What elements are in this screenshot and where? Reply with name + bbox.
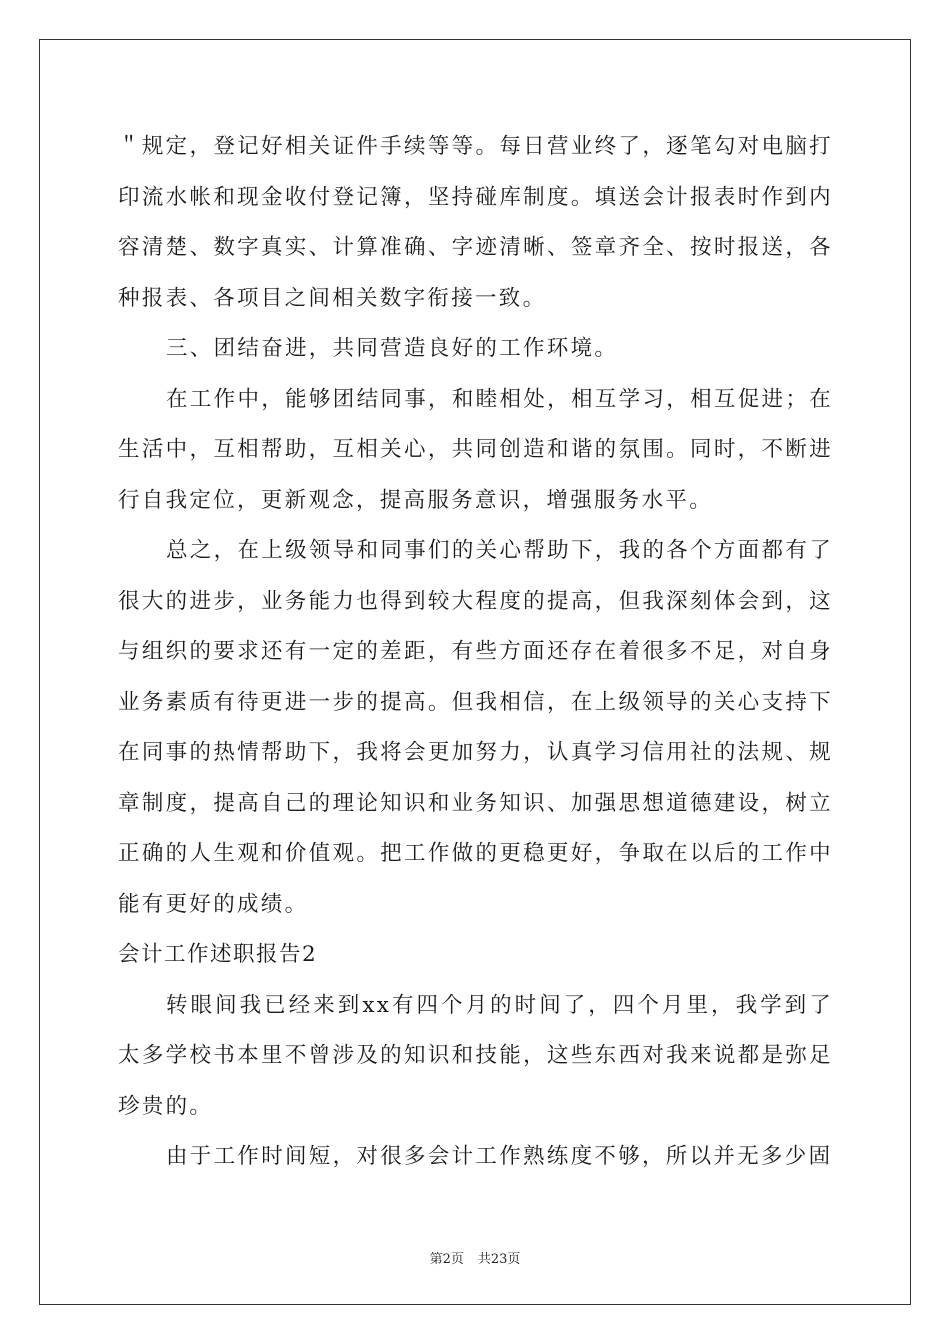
paragraph-intro: 转眼间我已经来到xx有四个月的时间了，四个月里，我学到了太多学校书本里不曾涉及的知识和技能，这些东西对我来说都是弥足珍贵的。 [118, 992, 833, 1119]
paragraph-summary: 总之，在上级领导和同事们的关心帮助下，我的各个方面都有了很大的进步，业务能力也得到较大程度的提高，但我深刻体会到，这与组织的要求还有一定的差距，有些方面还存在着很多不足，对自身业务素质有待更进一步的提高。但我相信，在上级领导的关心支持下在同事的热情帮助下，我将会更加努力，认真学习信用社的法规、规章制度，提高自己的理论知识和业务知识、加强思想道德建设，树立正确的人生观和价值观。把工作做的更稳更好，争取在以后的工作中能有更好的成绩。 [118, 538, 833, 917]
section-heading-three: 三、团结奋进，共同营造良好的工作环境。 [166, 336, 619, 361]
report-title: 会计工作述职报告2 [118, 942, 318, 967]
current-page-number: 第2页 [429, 1252, 464, 1267]
page-footer [0, 1248, 950, 1267]
document-body [118, 122, 833, 1183]
paragraph-partial: 由于工作时间短，对很多会计工作熟练度不够，所以并无多少固 [166, 1144, 833, 1169]
total-page-count: 共23页 [477, 1252, 521, 1267]
paragraph-teamwork: 在工作中，能够团结同事，和睦相处，相互学习，相互促进；在生活中，互相帮助，互相关心，共同创造和谐的氛围。同时，不断进行自我定位，更新观念，提高服务意识，增强服务水平。 [118, 386, 833, 513]
paragraph-continuation: ＂规定，登记好相关证件手续等等。每日营业终了，逐笔勾对电脑打印流水帐和现金收付登记簿，坚持碰库制度。填送会计报表时作到内容清楚、数字真实、计算准确、字迹清晰、签章齐全、按时报送，各种报表、各项目之间相关数字衔接一致。 [118, 134, 833, 311]
